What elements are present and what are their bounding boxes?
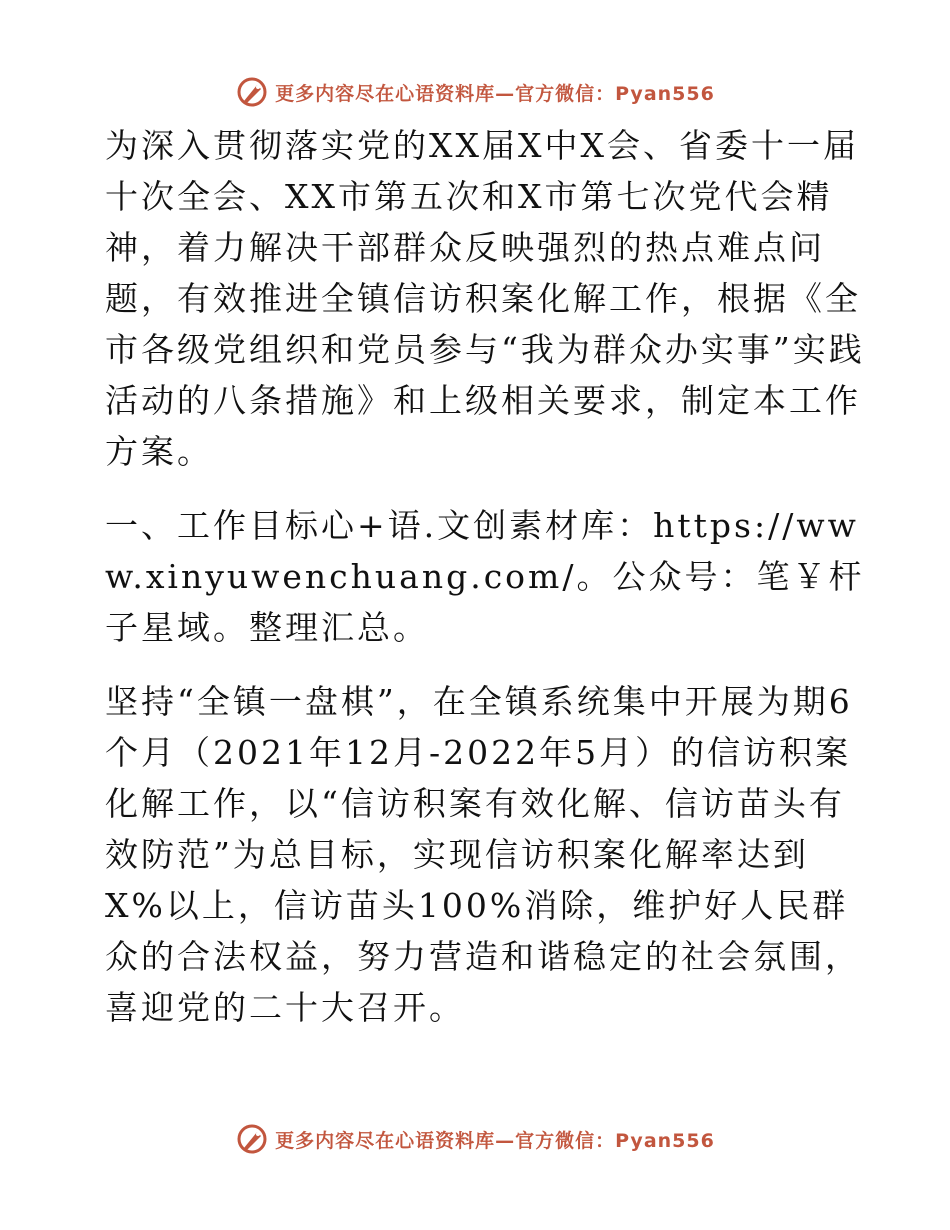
paragraph-goal: 坚持“全镇一盘棋”，在全镇系统集中开展为期6个月（2021年12月-2022年5月）的信访积案化解工作，以“信访积案有效化解、信访苗头有效防范”为总目标，实现信访积案化解率达到X%以上，信访苗头100%消除，维护好人民群众的合法权益，努力营造和谐稳定的社会氛围，喜迎党的二十大召开。 — [105, 682, 861, 1027]
header-banner-text: 更多内容尽在心语资料库—官方微信：Pyan556 — [275, 82, 715, 105]
footer-banner — [0, 1117, 950, 1161]
paragraph-section-heading: 一、工作目标心+语.文创素材库：https://www.xinyuwenchuang.com/。公众号：笔￥杆子星域。整理汇总。 — [105, 506, 865, 647]
document-body — [97, 120, 867, 1056]
fountain-pen-seal-icon — [235, 75, 269, 109]
footer-banner-text: 更多内容尽在心语资料库—官方微信：Pyan556 — [275, 1129, 715, 1152]
fountain-pen-seal-icon — [235, 1122, 269, 1156]
paragraph-intro: 为深入贯彻落实党的XX届X中X会、省委十一届十次全会、XX市第五次和X市第七次党代会精神，着力解决干部群众反映强烈的热点难点问题，有效推进全镇信访积案化解工作，根据《全市各级党组织和党员参与“我为群众办实事”实践活动的八条措施》和上级相关要求，制定本工作方案。 — [105, 126, 865, 471]
header-banner — [0, 70, 950, 114]
